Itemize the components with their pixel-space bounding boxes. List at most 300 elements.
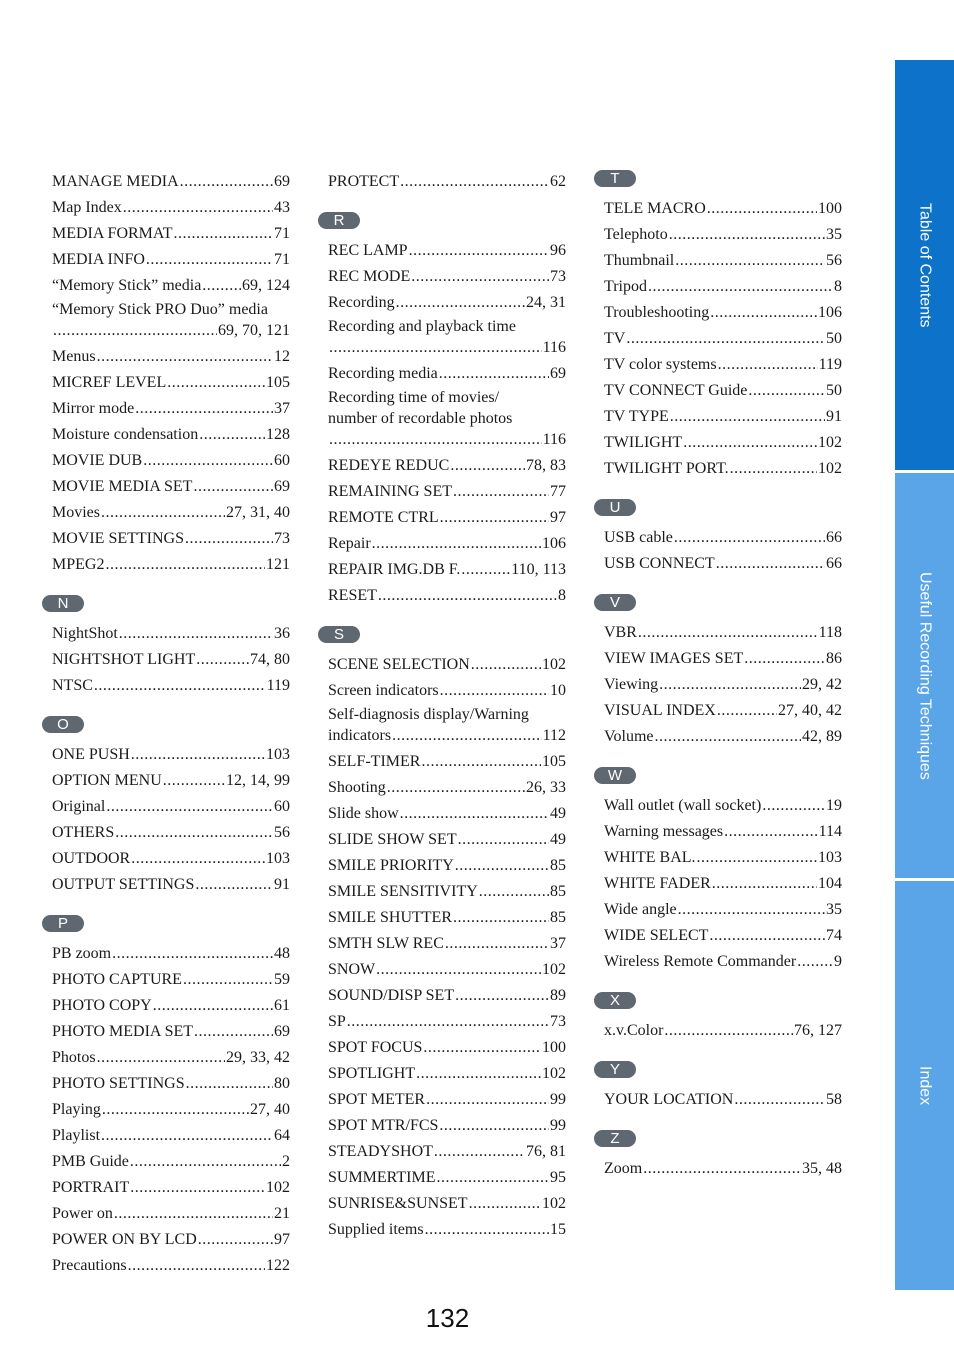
index-entry[interactable] <box>328 450 566 476</box>
index-entry[interactable] <box>604 643 842 669</box>
index-entry[interactable] <box>604 522 842 548</box>
entry-pages[interactable]: 102 <box>266 1179 290 1196</box>
dot-leader <box>387 777 525 798</box>
entry-pages[interactable]: 80 <box>274 1075 290 1092</box>
index-entry[interactable] <box>52 1198 290 1224</box>
entry-pages[interactable]: 49 <box>550 831 566 848</box>
entry-pages[interactable]: 69 <box>274 478 290 495</box>
dot-leader <box>392 725 542 746</box>
entry-term: REDEYE REDUC <box>328 457 450 474</box>
entry-pages[interactable]: 66 <box>826 529 842 546</box>
entry-term: ONE PUSH <box>52 746 130 763</box>
dot-leader <box>130 1177 265 1198</box>
entry-pages[interactable]: 42, 89 <box>802 728 842 745</box>
entry-pages[interactable]: 118 <box>818 624 842 641</box>
index-entry[interactable] <box>328 701 566 746</box>
index-entry[interactable] <box>52 1120 290 1146</box>
index-entry[interactable] <box>604 548 842 574</box>
entry-pages[interactable]: 102 <box>542 656 566 673</box>
index-entry[interactable] <box>328 675 566 701</box>
dot-leader <box>707 198 817 219</box>
index-entry[interactable] <box>52 1016 290 1042</box>
index-entry[interactable] <box>328 502 566 528</box>
index-entry[interactable] <box>52 964 290 990</box>
index-entry[interactable] <box>604 1084 842 1110</box>
entry-term: PHOTO COPY <box>52 997 152 1014</box>
index-entry[interactable] <box>328 384 566 450</box>
entry-pages[interactable]: 29, 33, 42 <box>226 1049 290 1066</box>
dot-leader <box>440 507 549 528</box>
index-entry[interactable] <box>52 1068 290 1094</box>
section-gap <box>52 696 290 712</box>
entry-pages[interactable]: 105 <box>542 753 566 770</box>
entry-pages[interactable]: 24, 31 <box>526 294 566 311</box>
dot-leader <box>453 481 549 502</box>
index-entry[interactable] <box>604 669 842 695</box>
index-entry[interactable] <box>328 649 566 675</box>
entry-pages[interactable]: 59 <box>274 971 290 988</box>
entry-pages[interactable]: 26, 33 <box>526 779 566 796</box>
entry-term: MOVIE SETTINGS <box>52 530 184 547</box>
entry-term: Wireless Remote Commander <box>604 953 797 970</box>
dot-leader <box>376 959 541 980</box>
entry-pages[interactable]: 12, 14, 99 <box>226 772 290 789</box>
entry-leader-row <box>52 320 290 341</box>
dot-leader <box>196 649 249 670</box>
entry-pages[interactable]: 85 <box>550 883 566 900</box>
entry-pages[interactable]: 35 <box>826 226 842 243</box>
entry-pages[interactable]: 60 <box>274 452 290 469</box>
index-entry[interactable] <box>328 1084 566 1110</box>
dot-leader <box>724 821 817 842</box>
index-entry[interactable] <box>328 261 566 287</box>
entry-pages[interactable]: 110, 113 <box>511 561 566 578</box>
index-entry[interactable] <box>52 990 290 1016</box>
index-entry[interactable] <box>604 946 842 972</box>
entry-pages[interactable]: 106 <box>818 304 842 321</box>
index-entry[interactable] <box>52 341 290 367</box>
entry-pages[interactable]: 29, 42 <box>802 676 842 693</box>
dot-leader <box>716 553 825 574</box>
index-entry[interactable] <box>328 313 566 358</box>
index-entry[interactable] <box>328 1032 566 1058</box>
index-entry[interactable] <box>604 894 842 920</box>
entry-pages[interactable]: 48 <box>274 945 290 962</box>
entry-term: SNOW <box>328 961 376 978</box>
entry-pages[interactable]: 97 <box>550 509 566 526</box>
index-entry[interactable] <box>52 166 290 192</box>
dot-leader <box>439 363 549 384</box>
entry-pages[interactable]: 69 <box>274 1023 290 1040</box>
entry-term: VBR <box>604 624 637 641</box>
entry-term: MOVIE DUB <box>52 452 143 469</box>
entry-pages[interactable]: 2 <box>282 1153 290 1170</box>
entry-pages[interactable]: 58 <box>826 1091 842 1108</box>
entry-pages[interactable]: 66 <box>826 555 842 572</box>
entry-pages[interactable]: 8 <box>834 278 842 295</box>
index-entry[interactable] <box>604 1015 842 1041</box>
entry-pages[interactable]: 128 <box>266 426 290 443</box>
dot-leader <box>193 476 273 497</box>
entry-pages[interactable]: 56 <box>826 252 842 269</box>
dot-leader <box>119 623 273 644</box>
index-entry[interactable] <box>328 876 566 902</box>
entry-term: REC MODE <box>328 268 411 285</box>
index-column-2 <box>328 166 566 1240</box>
index-entry[interactable] <box>604 323 842 349</box>
entry-pages[interactable]: 95 <box>550 1169 566 1186</box>
index-entry[interactable] <box>52 471 290 497</box>
tab-useful-recording-techniques[interactable] <box>895 470 954 878</box>
index-entry[interactable] <box>328 850 566 876</box>
entry-pages[interactable]: 97 <box>274 1231 290 1248</box>
entry-term: Photos <box>52 1049 96 1066</box>
index-entry[interactable] <box>52 869 290 895</box>
entry-pages[interactable]: 21 <box>274 1205 290 1222</box>
entry-pages[interactable]: 10 <box>550 682 566 699</box>
dot-leader <box>97 1047 225 1068</box>
index-entry[interactable] <box>328 954 566 980</box>
entry-pages[interactable]: 85 <box>550 857 566 874</box>
index-entry[interactable] <box>604 816 842 842</box>
entry-pages[interactable]: 122 <box>266 1257 290 1274</box>
entry-pages[interactable]: 99 <box>550 1117 566 1134</box>
index-entry[interactable] <box>52 1146 290 1172</box>
dot-leader <box>183 969 273 990</box>
index-entry[interactable] <box>52 1042 290 1068</box>
entry-pages[interactable]: 37 <box>274 400 290 417</box>
index-letter-badge: P <box>42 915 84 932</box>
entry-term: SMILE SENSITIVITY <box>328 883 478 900</box>
entry-pages[interactable]: 73 <box>550 1013 566 1030</box>
index-letter-badge: U <box>594 499 636 516</box>
entry-pages[interactable]: 86 <box>826 650 842 667</box>
entry-pages[interactable]: 73 <box>550 268 566 285</box>
index-entry[interactable] <box>52 618 290 644</box>
entry-pages[interactable]: 102 <box>542 1195 566 1212</box>
entry-pages[interactable]: 35, 48 <box>802 1160 842 1177</box>
entry-term: SOUND/DISP SET <box>328 987 455 1004</box>
dot-leader <box>674 527 825 548</box>
entry-pages[interactable]: 73 <box>274 530 290 547</box>
entry-pages[interactable]: 56 <box>274 824 290 841</box>
entry-term: MPEG2 <box>52 556 105 573</box>
entry-pages[interactable]: 85 <box>550 909 566 926</box>
entry-pages[interactable]: 78, 83 <box>526 457 566 474</box>
index-entry[interactable] <box>328 980 566 1006</box>
entry-term: YOUR LOCATION <box>604 1091 734 1108</box>
dot-leader <box>94 675 266 696</box>
entry-pages[interactable]: 27, 31, 40 <box>226 504 290 521</box>
dot-leader <box>186 1073 273 1094</box>
entry-pages[interactable]: 119 <box>266 677 290 694</box>
index-entry[interactable] <box>604 297 842 323</box>
entry-pages[interactable]: 15 <box>550 1221 566 1238</box>
entry-pages[interactable]: 62 <box>550 173 566 190</box>
entry-pages[interactable]: 102 <box>818 460 842 477</box>
index-entry[interactable] <box>52 644 290 670</box>
dot-leader <box>697 847 817 868</box>
index-entry[interactable] <box>52 1172 290 1198</box>
dot-leader <box>744 648 825 669</box>
entry-pages[interactable]: 69 <box>274 173 290 190</box>
entry-pages[interactable]: 12 <box>274 348 290 365</box>
index-entry[interactable] <box>328 166 566 192</box>
dot-leader <box>101 1125 273 1146</box>
index-entry[interactable] <box>52 244 290 270</box>
dot-leader <box>199 424 265 445</box>
dot-leader <box>678 899 825 920</box>
dot-leader <box>717 700 777 721</box>
dot-leader <box>455 985 549 1006</box>
dot-leader <box>400 171 549 192</box>
dot-leader <box>416 1063 541 1084</box>
tab-index[interactable] <box>895 878 954 1290</box>
entry-pages[interactable]: 112 <box>542 727 566 744</box>
entry-pages[interactable]: 60 <box>274 798 290 815</box>
entry-pages[interactable]: 103 <box>818 849 842 866</box>
entry-pages[interactable]: 69 <box>550 365 566 382</box>
index-entry[interactable] <box>52 765 290 791</box>
section-gap <box>604 972 842 988</box>
dot-leader <box>718 354 818 375</box>
index-entry[interactable] <box>604 790 842 816</box>
dot-leader <box>426 1089 549 1110</box>
entry-pages[interactable]: 69, 124 <box>242 277 290 294</box>
index-entry[interactable] <box>52 445 290 471</box>
index-entry[interactable] <box>52 419 290 445</box>
entry-pages[interactable]: 102 <box>542 1065 566 1082</box>
entry-term: USB CONNECT <box>604 555 715 572</box>
section-gap <box>604 574 842 590</box>
index-entry[interactable] <box>328 358 566 384</box>
dot-leader <box>683 432 817 453</box>
dot-leader <box>664 1020 793 1041</box>
index-entry[interactable] <box>604 842 842 868</box>
index-entry[interactable] <box>604 695 842 721</box>
entry-leader-row <box>328 429 566 450</box>
dot-leader <box>194 1021 273 1042</box>
entry-pages[interactable]: 35 <box>826 901 842 918</box>
entry-term: PROTECT <box>328 173 400 190</box>
index-entry[interactable] <box>328 1188 566 1214</box>
dot-leader <box>115 822 273 843</box>
entry-term: OPTION MENU <box>52 772 162 789</box>
entry-pages[interactable]: 119 <box>818 356 842 373</box>
entry-term: MEDIA INFO <box>52 251 145 268</box>
index-entry[interactable] <box>52 1250 290 1276</box>
index-entry[interactable] <box>328 1214 566 1240</box>
index-entry[interactable] <box>52 1094 290 1120</box>
entry-term: SLIDE SHOW SET <box>328 831 457 848</box>
index-letter-badge: O <box>42 716 84 733</box>
page-number: 132 <box>425 1303 470 1333</box>
index-entry[interactable] <box>328 1110 566 1136</box>
index-entry[interactable] <box>328 928 566 954</box>
dot-leader <box>669 224 825 245</box>
index-entry[interactable] <box>328 798 566 824</box>
dot-leader <box>797 951 833 972</box>
entry-pages[interactable]: 50 <box>826 330 842 347</box>
dot-leader <box>153 995 273 1016</box>
dot-leader <box>659 674 801 695</box>
entry-pages[interactable]: 114 <box>818 823 842 840</box>
entry-pages[interactable]: 50 <box>826 382 842 399</box>
index-entry[interactable] <box>604 193 842 219</box>
index-entry[interactable] <box>52 523 290 549</box>
index-entry[interactable] <box>604 349 842 375</box>
index-entry[interactable] <box>52 192 290 218</box>
entry-pages[interactable]: 102 <box>542 961 566 978</box>
entry-pages[interactable]: 74, 80 <box>250 651 290 668</box>
index-entry[interactable] <box>52 218 290 244</box>
index-entry[interactable] <box>604 401 842 427</box>
index-column-3 <box>604 166 842 1179</box>
entry-pages[interactable]: 19 <box>826 797 842 814</box>
entry-term: SP <box>328 1013 346 1030</box>
entry-term: Telephoto <box>604 226 668 243</box>
entry-pages[interactable]: 9 <box>834 953 842 970</box>
index-entry[interactable] <box>328 1006 566 1032</box>
entry-pages[interactable]: 77 <box>550 483 566 500</box>
tab-table-of-contents[interactable] <box>895 60 954 470</box>
index-entry[interactable] <box>52 739 290 765</box>
entry-pages[interactable]: 116 <box>542 431 566 448</box>
entry-pages[interactable]: 91 <box>826 408 842 425</box>
entry-pages[interactable]: 36 <box>274 625 290 642</box>
index-entry[interactable] <box>328 580 566 606</box>
index-entry[interactable] <box>604 868 842 894</box>
index-entry[interactable] <box>328 902 566 928</box>
index-entry[interactable] <box>328 824 566 850</box>
index-column-1 <box>52 166 290 1276</box>
entry-term: NTSC <box>52 677 93 694</box>
index-entry[interactable] <box>328 554 566 580</box>
entry-term: SUNRISE&SUNSET <box>328 1195 468 1212</box>
entry-pages[interactable]: 76, 81 <box>526 1143 566 1160</box>
entry-leader-row <box>328 725 566 746</box>
entry-pages[interactable]: 103 <box>266 746 290 763</box>
entry-pages[interactable]: 8 <box>558 587 566 604</box>
tab-label: Index <box>916 1065 934 1106</box>
entry-pages[interactable]: 116 <box>542 339 566 356</box>
index-entry[interactable] <box>328 235 566 261</box>
entry-pages[interactable]: 69, 70, 121 <box>218 322 290 339</box>
entry-pages[interactable]: 99 <box>550 1091 566 1108</box>
index-entry[interactable] <box>328 1058 566 1084</box>
index-entry[interactable] <box>328 528 566 554</box>
entry-pages[interactable]: 100 <box>818 200 842 217</box>
entry-pages[interactable]: 61 <box>274 997 290 1014</box>
index-entry[interactable] <box>604 375 842 401</box>
index-entry[interactable] <box>604 271 842 297</box>
entry-pages[interactable]: 105 <box>266 374 290 391</box>
entry-term: TV CONNECT Guide <box>604 382 748 399</box>
entry-pages[interactable]: 103 <box>266 850 290 867</box>
entry-pages[interactable]: 64 <box>274 1127 290 1144</box>
dot-leader <box>102 1099 249 1120</box>
entry-term: SMTH SLW REC <box>328 935 444 952</box>
index-entry[interactable] <box>604 1153 842 1179</box>
index-entry[interactable] <box>52 791 290 817</box>
index-entry[interactable] <box>52 817 290 843</box>
entry-pages[interactable]: 121 <box>266 556 290 573</box>
dot-leader <box>450 455 525 476</box>
dot-leader <box>372 533 541 554</box>
dot-leader <box>670 406 825 427</box>
entry-pages[interactable]: 49 <box>550 805 566 822</box>
index-entry[interactable] <box>604 219 842 245</box>
index-entry[interactable] <box>604 453 842 479</box>
index-entry[interactable] <box>604 427 842 453</box>
entry-pages[interactable]: 74 <box>826 927 842 944</box>
entry-pages[interactable]: 71 <box>274 225 290 242</box>
entry-term: WHITE BAL. <box>604 849 696 866</box>
index-entry[interactable] <box>328 1162 566 1188</box>
index-entry[interactable] <box>52 1224 290 1250</box>
dot-leader <box>461 559 510 580</box>
index-entry[interactable] <box>604 617 842 643</box>
tab-label: Table of Contents <box>916 202 934 328</box>
index-entry[interactable] <box>52 393 290 419</box>
entry-pages[interactable]: 106 <box>542 535 566 552</box>
entry-pages[interactable]: 76, 127 <box>794 1022 842 1039</box>
entry-term-line: number of recordable photos <box>328 410 513 427</box>
section-gap <box>328 192 566 208</box>
dot-leader <box>135 398 273 419</box>
entry-pages[interactable]: 27, 40 <box>250 1101 290 1118</box>
entry-term: OTHERS <box>52 824 115 841</box>
entry-term: x.v.Color <box>604 1022 664 1039</box>
index-entry[interactable] <box>52 549 290 575</box>
dot-leader <box>167 372 265 393</box>
dot-leader <box>329 337 542 358</box>
index-entry[interactable] <box>328 476 566 502</box>
entry-term: Volume <box>604 728 654 745</box>
dot-leader <box>185 528 273 549</box>
index-entry[interactable] <box>52 670 290 696</box>
index-entry[interactable] <box>604 721 842 747</box>
index-entry[interactable] <box>328 1136 566 1162</box>
index-entry[interactable] <box>328 287 566 313</box>
index-entry[interactable] <box>52 497 290 523</box>
entry-term-line: Recording and playback time <box>328 318 516 335</box>
dot-leader <box>131 744 265 765</box>
entry-term: Precautions <box>52 1257 127 1274</box>
index-entry[interactable] <box>52 938 290 964</box>
entry-pages[interactable]: 71 <box>274 251 290 268</box>
index-entry[interactable] <box>52 296 290 341</box>
entry-pages[interactable]: 27, 40, 42 <box>778 702 842 719</box>
entry-pages[interactable]: 104 <box>818 875 842 892</box>
index-entry[interactable] <box>604 245 842 271</box>
index-entry[interactable] <box>328 746 566 772</box>
entry-pages[interactable]: 43 <box>274 199 290 216</box>
entry-term: Moisture condensation <box>52 426 199 443</box>
index-entry[interactable] <box>52 843 290 869</box>
entry-pages[interactable]: 96 <box>550 242 566 259</box>
entry-pages[interactable]: 89 <box>550 987 566 1004</box>
index-entry[interactable] <box>52 367 290 393</box>
entry-pages[interactable]: 37 <box>550 935 566 952</box>
index-entry[interactable] <box>328 772 566 798</box>
index-entry[interactable] <box>52 270 290 296</box>
entry-pages[interactable]: 102 <box>818 434 842 451</box>
entry-term: MANAGE MEDIA <box>52 173 179 190</box>
index-entry[interactable] <box>604 920 842 946</box>
entry-pages[interactable]: 91 <box>274 876 290 893</box>
entry-pages[interactable]: 100 <box>542 1039 566 1056</box>
